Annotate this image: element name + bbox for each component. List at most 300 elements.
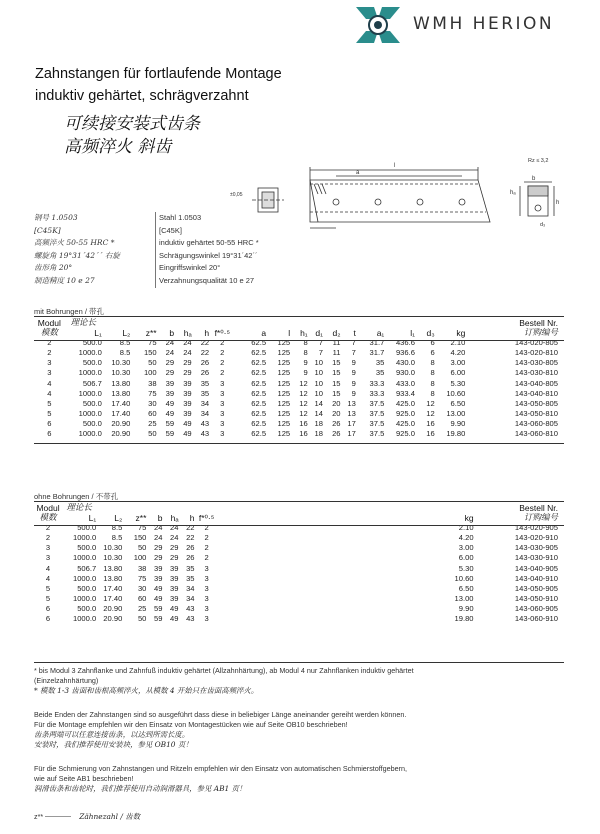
table-cell: 925.0 <box>395 429 415 439</box>
table-spacer <box>219 574 446 584</box>
table-cell: 6.00 <box>458 553 474 563</box>
col-d1: d₁ <box>315 328 323 339</box>
table-cell: 39 <box>153 563 163 573</box>
col-b: b <box>169 328 175 339</box>
table-cell: 425.0 <box>395 398 415 408</box>
table-cell: 2 <box>47 338 52 348</box>
table-cell: 930.0 <box>395 368 415 378</box>
table-cell: 125 <box>277 358 291 368</box>
table-cell: 11 <box>332 348 341 358</box>
table-cell: 10.60 <box>446 388 466 398</box>
table-cell: 25 <box>137 603 147 613</box>
table-cell: 3.00 <box>458 543 474 553</box>
table-cell: 7 <box>351 338 356 348</box>
dim-h-label: h <box>556 200 560 206</box>
table-cell: 20.90 <box>103 603 123 613</box>
table-cell: 62.5 <box>251 368 267 378</box>
table-cell: 9.90 <box>458 603 474 613</box>
col-h: h <box>204 328 210 339</box>
spec-cn-pressure-angle: 齿形角 20° <box>34 263 73 273</box>
table-cell: 933.4 <box>395 388 415 398</box>
col-kg: kg <box>456 328 466 339</box>
table-cell: 8.5 <box>111 523 123 533</box>
table-cell: 12 <box>299 408 308 418</box>
table-cell: 5 <box>47 408 52 418</box>
col2-b: b <box>157 513 163 524</box>
table-cell: 12 <box>426 408 435 418</box>
table-cell: 49 <box>165 408 175 418</box>
table-cell: 125 <box>277 388 291 398</box>
table-cell: 100 <box>143 368 157 378</box>
table-cell: 3 <box>204 583 209 593</box>
col2-modul: Modul <box>36 503 60 513</box>
table-cell: 39 <box>183 408 192 418</box>
table-cell: 143-030-905 <box>514 543 558 553</box>
note-ends-cn: 齿条两端可以任意连接齿条，以达到所需长度。 <box>34 730 190 739</box>
table-cell: 13.80 <box>103 563 123 573</box>
table-cell: 22 <box>200 348 210 358</box>
table-cell: 3 <box>45 553 51 563</box>
table-cell: 425.0 <box>395 418 415 428</box>
col-t: t <box>353 328 356 339</box>
table-cell: 29 <box>153 553 163 563</box>
table-cell: 62.5 <box>251 338 267 348</box>
col-f: f*⁰·⁵ <box>214 328 230 339</box>
table-cell: 15 <box>332 388 341 398</box>
table-cell: 100 <box>133 553 147 563</box>
table-cell: 18 <box>314 429 323 439</box>
table-cell: 31.7 <box>369 338 385 348</box>
table-cell: 125 <box>277 418 291 428</box>
table-cell: 143-020-805 <box>514 338 558 348</box>
note-ends: Beide Enden der Zahnstangen sind so ausgeführt dass diese in beliebiger Länge aneinander gereiht werden können. <box>34 710 407 719</box>
table-cell: 143-030-810 <box>514 368 558 378</box>
table-cell: 62.5 <box>251 388 267 398</box>
table-cell: 4 <box>45 573 51 583</box>
table-cell: 19.80 <box>446 429 466 439</box>
table-cell: 13.00 <box>454 593 474 603</box>
table-cell: 500.0 <box>82 338 102 348</box>
table-cell: 2 <box>220 368 225 378</box>
table-cell: 39 <box>183 398 192 408</box>
table-cell: 143-020-905 <box>514 523 558 533</box>
note-hardening-2: (Einzelzahnhärtung) <box>34 676 99 685</box>
spec-cn-helix: 螺旋角 19°31´42´´ 右旋 <box>34 250 120 260</box>
table-cell: 17 <box>347 429 356 439</box>
wmh-logo-icon <box>352 3 404 47</box>
table-cell: 20.90 <box>111 429 131 439</box>
table-cell: 8.5 <box>119 348 131 358</box>
table-cell: 75 <box>137 573 147 583</box>
col2-h: h <box>189 513 195 524</box>
table-cell: 8 <box>430 388 435 398</box>
table-cell: 143-040-910 <box>514 573 558 583</box>
table-cell: 5.30 <box>458 563 474 573</box>
table-cell: 17 <box>347 418 356 428</box>
note-assembly: Für die Montage empfehlen wir den Einsatz von Montagestücken wie auf Seite OB10 beschrieben! <box>34 720 348 729</box>
table-cell: 62.5 <box>251 398 267 408</box>
table-cell: 49 <box>165 398 175 408</box>
table-cell: 59 <box>165 418 175 428</box>
table-cell: 3 <box>220 398 225 408</box>
table-cell: 62.5 <box>251 358 267 368</box>
table-cell: 9 <box>351 378 356 388</box>
table-cell: 143-030-910 <box>514 553 558 563</box>
table-cell: 143-020-810 <box>514 348 558 358</box>
table-cell: 125 <box>277 338 291 348</box>
table-cell: 2 <box>204 523 209 533</box>
table-row <box>34 389 564 399</box>
table-spacer <box>219 584 446 594</box>
table-cell: 39 <box>183 378 192 388</box>
table-cell: 3 <box>204 603 209 613</box>
table-spacer <box>219 543 446 553</box>
table-cell: 3 <box>47 368 52 378</box>
table-row <box>34 409 564 419</box>
table-cell: 500.0 <box>77 523 97 533</box>
table-cell: 143-060-905 <box>514 603 558 613</box>
table-cell: 43 <box>186 614 195 624</box>
table-cell: 16 <box>426 418 435 428</box>
table-cell: 14 <box>314 398 323 408</box>
table-cell: 20.90 <box>111 418 131 428</box>
table-cell: 8 <box>430 378 435 388</box>
table-cell: 4.20 <box>458 533 474 543</box>
table-cell: 1000.0 <box>78 429 102 439</box>
table-cell: 8 <box>303 338 308 348</box>
table-cell: 39 <box>170 563 179 573</box>
col-l: l <box>288 328 291 339</box>
table-cell: 9 <box>351 358 356 368</box>
table-spacer <box>219 594 446 604</box>
table-cell: 143-050-910 <box>514 593 558 603</box>
table-row <box>34 399 564 409</box>
dim-a-label: a <box>356 170 360 176</box>
table-spacer <box>219 564 446 574</box>
table-cell: 6 <box>47 429 52 439</box>
title-cn-line2: 高频淬火 斜齿 <box>64 137 172 157</box>
table-row <box>34 574 564 584</box>
table-cell: 35 <box>186 573 195 583</box>
table-cell: 9.90 <box>450 418 466 428</box>
col2-lcn: 理论长 <box>66 503 92 513</box>
note-hardening: * bis Modul 3 Zahnflanke und Zahnfuß induktiv gehärtet (Allzahnhärtung), ab Modul 4 nur Zahnflanken induktiv gehärtet <box>34 666 414 675</box>
table-cell: 11 <box>332 338 341 348</box>
table-cell: 3.00 <box>450 358 466 368</box>
table-cell: 10.30 <box>103 543 123 553</box>
table-cell: 6.00 <box>450 368 466 378</box>
table-cell: 34 <box>186 593 195 603</box>
table-cell: 10.30 <box>111 368 131 378</box>
table-cell: 125 <box>277 429 291 439</box>
table-cell: 49 <box>183 418 192 428</box>
table-row <box>34 543 564 553</box>
table-row <box>34 614 564 624</box>
table-cell: 29 <box>165 368 175 378</box>
tolerance-label: ±0,05 <box>230 192 243 198</box>
table-cell: 150 <box>133 533 147 543</box>
section2-top-rule <box>34 501 564 502</box>
table-row <box>34 533 564 543</box>
col-d3: d₃ <box>426 328 435 339</box>
table-cell: 143-040-905 <box>514 563 558 573</box>
table-cell: 500.0 <box>77 603 97 613</box>
rack-drawing <box>228 150 568 230</box>
table-cell: 13.80 <box>111 388 131 398</box>
table-cell: 39 <box>165 378 175 388</box>
col2-f: f*⁰·⁵ <box>198 513 215 524</box>
col2-modul-cn: 模数 <box>39 513 57 524</box>
dim-ha-label: hₐ <box>510 190 516 196</box>
table-cell: 59 <box>165 429 175 439</box>
z-divider <box>45 816 71 817</box>
col-z: z** <box>145 328 157 339</box>
table-cell: 22 <box>200 338 210 348</box>
table-cell: 62.5 <box>251 408 267 418</box>
table-cell: 49 <box>170 603 179 613</box>
note-z-legend <box>34 812 140 822</box>
table-row <box>34 429 564 439</box>
col2-L2: L₂ <box>114 513 123 524</box>
dim-d3-label: d₃ <box>540 222 546 228</box>
table-cell: 143-030-805 <box>514 358 558 368</box>
table-cell: 2 <box>220 358 225 368</box>
table-cell: 15 <box>332 378 341 388</box>
table-cell: 75 <box>137 523 147 533</box>
table-cell: 26 <box>332 429 341 439</box>
table-cell: 49 <box>183 429 192 439</box>
table-cell: 125 <box>277 408 291 418</box>
table-cell: 6 <box>430 348 435 358</box>
note-hardening-cn: * 模数 1-3 齿面和齿根高频淬火，从模数 4 开始只在齿面高频淬火。 <box>34 686 259 695</box>
table-cell: 143-050-810 <box>514 408 558 418</box>
table-cell: 22 <box>186 523 195 533</box>
spec-de-quality: Verzahnungsqualität 10 e 27 <box>159 275 255 285</box>
table-cell: 35 <box>186 563 195 573</box>
table-cell: 3 <box>220 378 225 388</box>
dim-l-label: l <box>394 163 396 169</box>
table-cell: 9 <box>351 368 356 378</box>
specs-cn <box>34 212 120 288</box>
table-cell: 24 <box>165 348 175 358</box>
table-cell: 7 <box>351 348 356 358</box>
note-assembly-cn: 安装时，我们推荐使用安装块，参见 OB10 页！ <box>34 740 193 749</box>
table-cell: 6 <box>47 418 52 428</box>
table-cell: 12 <box>299 388 308 398</box>
table-cell: 13 <box>347 408 356 418</box>
table-cell: 3 <box>204 593 209 603</box>
table-cell: 33.3 <box>369 388 385 398</box>
table-cell: 50 <box>148 429 157 439</box>
table-cell: 9 <box>303 368 308 378</box>
note-lubrication-2: wie auf Seite AB1 beschrieben! <box>34 774 134 783</box>
table-cell: 33.3 <box>369 378 385 388</box>
table-cell: 34 <box>186 583 195 593</box>
table-cell: 19.80 <box>454 614 474 624</box>
table-cell: 2 <box>204 533 209 543</box>
table-cell: 26 <box>200 358 210 368</box>
table-cell: 12 <box>299 378 308 388</box>
table-spacer <box>219 533 446 543</box>
table-cell: 3 <box>220 408 225 418</box>
table-cell: 50 <box>137 543 147 553</box>
table-cell: 43 <box>200 429 210 439</box>
table-cell: 35 <box>375 368 385 378</box>
table-cell: 6 <box>45 614 51 624</box>
table-cell: 4 <box>47 378 52 388</box>
table-cell: 29 <box>165 358 175 368</box>
table-cell: 39 <box>153 573 163 583</box>
table-cell: 39 <box>170 593 179 603</box>
table-cell: 13.00 <box>446 408 466 418</box>
table-cell: 26 <box>186 553 195 563</box>
table-cell: 20 <box>332 398 341 408</box>
table-cell: 1000.0 <box>78 368 102 378</box>
table-cell: 500.0 <box>77 543 97 553</box>
table-cell: 50 <box>137 614 147 624</box>
table-cell: 7 <box>318 348 323 358</box>
table-cell: 26 <box>186 543 195 553</box>
table-cell: 13.80 <box>111 378 131 388</box>
table-cell: 4.20 <box>450 348 466 358</box>
table-cell: 3 <box>204 563 209 573</box>
table-cell: 17.40 <box>111 408 131 418</box>
table-cell: 6.50 <box>450 398 466 408</box>
table-spacer <box>219 553 446 563</box>
table-cell: 31.7 <box>369 348 385 358</box>
spec-cn-c45k: [C45K] <box>34 225 61 235</box>
note-lubrication-cn: 润滑齿条和齿轮时，我们推荐使用自动润滑器具，参见 AB1 页！ <box>34 784 247 793</box>
table-cell: 24 <box>170 533 179 543</box>
table2-header-rule <box>34 525 564 526</box>
title-de-line1: Zahnstangen für fortlaufende Montage <box>35 66 282 82</box>
table-cell: 8.5 <box>119 338 131 348</box>
table-cell: 8 <box>430 368 435 378</box>
table-cell: 16 <box>299 429 308 439</box>
col2-L1: L₁ <box>88 513 97 524</box>
table-cell: 35 <box>200 388 210 398</box>
table-cell: 506.7 <box>82 378 102 388</box>
col-lcn: 理论长 <box>70 318 97 328</box>
table-cell: 39 <box>165 388 175 398</box>
table-row <box>34 419 564 429</box>
table-row <box>34 368 564 378</box>
table-cell: 22 <box>186 533 195 543</box>
col2-kg: kg <box>464 513 474 524</box>
table-cell: 75 <box>148 388 157 398</box>
table-cell: 500.0 <box>82 398 102 408</box>
table-cell: 2 <box>45 523 51 533</box>
table-cell: 7 <box>318 338 323 348</box>
table-cell: 17.40 <box>111 398 131 408</box>
table-cell: 2 <box>47 348 52 358</box>
table-cell: 500.0 <box>82 418 102 428</box>
specs-de <box>155 212 259 288</box>
col-a1: a₁ <box>376 328 385 339</box>
table-cell: 143-050-805 <box>514 398 558 408</box>
table-cell: 143-040-810 <box>514 388 558 398</box>
table-cell: 2 <box>204 553 209 563</box>
table-cell: 5 <box>45 583 51 593</box>
spec-de-c45k: [C45K] <box>159 225 182 235</box>
dim-b-label: b <box>532 176 536 182</box>
table-cell: 8 <box>303 348 308 358</box>
table-cell: 3 <box>220 388 225 398</box>
table-cell: 15 <box>332 358 341 368</box>
table2-header-row2 <box>34 513 564 523</box>
table-without-holes <box>34 503 564 624</box>
table-cell: 10.30 <box>103 553 123 563</box>
spec-de-hardening: induktiv gehärtet 50-55 HRC * <box>159 238 259 248</box>
table-cell: 29 <box>170 553 179 563</box>
z-text: Zähnezahl / 齿数 <box>79 812 141 821</box>
table-cell: 125 <box>277 398 291 408</box>
table-cell: 43 <box>186 603 195 613</box>
table-cell: 1000.0 <box>72 553 97 563</box>
table1-bottom-rule <box>34 443 564 444</box>
table-cell: 5.30 <box>450 378 466 388</box>
table-cell: 3 <box>204 614 209 624</box>
table-cell: 3 <box>220 418 225 428</box>
table-cell: 2 <box>45 533 51 543</box>
table-cell: 125 <box>277 348 291 358</box>
table-cell: 8 <box>430 358 435 368</box>
table-cell: 500.0 <box>77 583 97 593</box>
table-cell: 433.0 <box>395 378 415 388</box>
table-cell: 12 <box>299 398 308 408</box>
col-a: a <box>261 328 267 339</box>
table2-bottom-rule <box>34 662 564 663</box>
table-cell: 35 <box>200 378 210 388</box>
table-cell: 29 <box>170 543 179 553</box>
table-cell: 125 <box>277 378 291 388</box>
table-cell: 24 <box>183 338 192 348</box>
table-cell: 9 <box>303 358 308 368</box>
table-cell: 37.5 <box>369 429 385 439</box>
table-cell: 62.5 <box>251 429 267 439</box>
table1-header-row <box>34 318 564 328</box>
roughness-label: Rz ≤ 3,2 <box>528 158 549 164</box>
table-cell: 29 <box>183 368 192 378</box>
table-row <box>34 379 564 389</box>
col2-bestell: Bestell Nr. <box>519 503 558 513</box>
table-cell: 26 <box>332 418 341 428</box>
col2-bestell-cn: 订购编号 <box>523 513 558 524</box>
col-l1: l₁ <box>410 328 415 339</box>
spec-de-helix: Schrägungswinkel 19°31´42´´ <box>159 250 258 260</box>
table-cell: 3 <box>47 358 52 368</box>
table-row <box>34 564 564 574</box>
table-cell: 2 <box>220 338 225 348</box>
table-cell: 10 <box>314 368 323 378</box>
table-cell: 1000.0 <box>78 388 102 398</box>
table-cell: 34 <box>200 408 210 418</box>
table-cell: 43 <box>200 418 210 428</box>
col-ha: hₐ <box>183 328 192 339</box>
table-cell: 143-040-805 <box>514 378 558 388</box>
section1-top-rule <box>34 316 564 317</box>
table-cell: 29 <box>183 358 192 368</box>
table-cell: 29 <box>153 543 163 553</box>
table-cell: 17.40 <box>103 593 123 603</box>
z-symbol: z** <box>34 812 46 821</box>
table-cell: 17.40 <box>103 583 123 593</box>
table-row <box>34 553 564 563</box>
table-cell: 25 <box>148 418 157 428</box>
col-bestell: Bestell Nr. <box>519 318 558 328</box>
table-cell: 436.6 <box>395 338 415 348</box>
table-row <box>34 594 564 604</box>
